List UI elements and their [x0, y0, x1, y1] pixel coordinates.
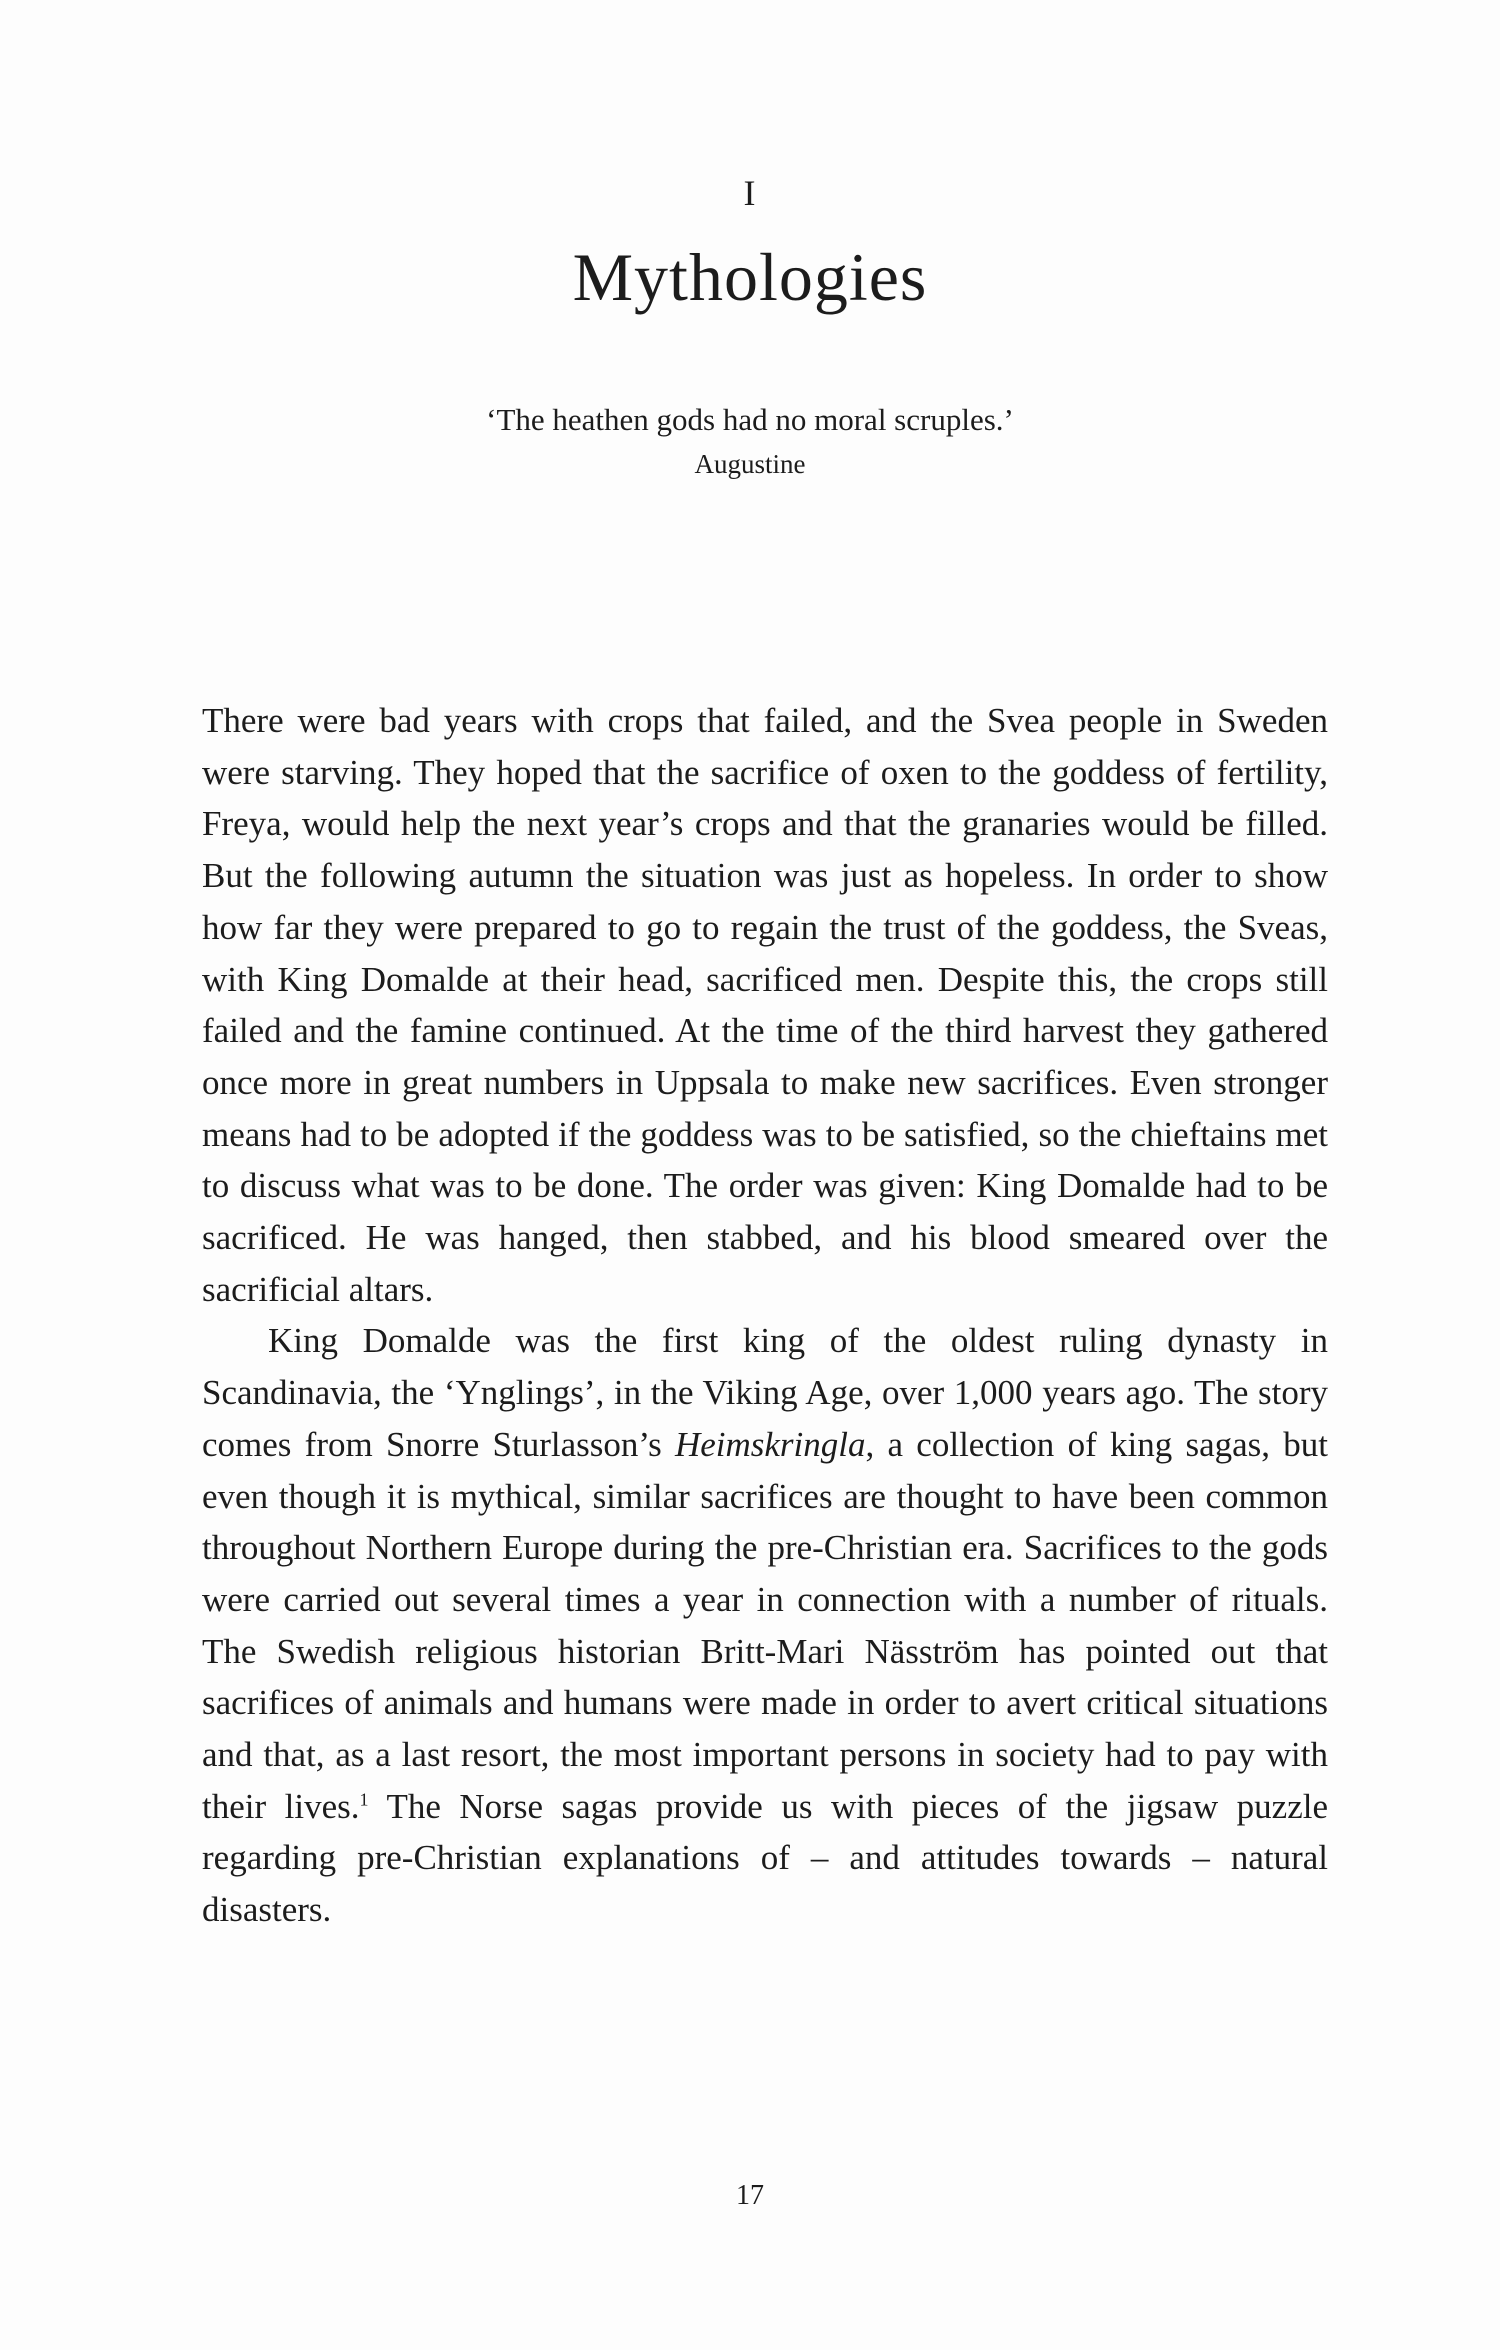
epigraph — [0, 400, 1500, 484]
page-number: 17 — [736, 2180, 764, 2211]
chapter-number: I — [743, 173, 757, 213]
book-title-heimskringla: Heimskringla — [674, 1424, 866, 1464]
paragraph-1: There were bad years with crops that failed, and the Svea people in Sweden were starving. They hoped that the sacrifice of oxen to the goddess of fertility, Freya, would help the next year’s crops and that the granaries would be filled. But the following autumn the situation was just as hopeless. In order to show how far they were prepared to go to regain the trust of the goddess, the Sveas, with King Domalde at their head, sacrificed men. Despite this, the crops still failed and the famine continued. At the time of the third harvest they gathered once more in great numbers in Uppsala to make new sacrifices. Even stronger means had to be adopted if the goddess was to be satisfied, so the chieftains met to discuss what was to be done. The order was given: King Domalde had to be sacrificed. He was hanged, then stabbed, and his blood smeared over the sacrificial altars. — [202, 701, 1328, 1309]
paragraph-2-text-b: , a collection of king sagas, but even though it is mythical, similar sacrifices are thought to have been common throughout Northern Europe during the pre-Christian era. Sacrifices to the gods were carried out several times a year in connection with a number of rituals. The Swedish religious historian Britt-Mari Näsström has pointed out that sacrifices of animals and humans were made in order to avert critical situations and that, as a last resort, the most important persons in society had to pay with their lives. — [202, 1424, 1328, 1826]
footnote-reference[interactable]: 1 — [359, 1789, 369, 1810]
epigraph-author: Augustine — [694, 449, 806, 479]
epigraph-quote: ‘The heathen gods had no moral scruples.’ — [486, 402, 1014, 437]
chapter-title: Mythologies — [572, 239, 928, 315]
paragraph-2-text-c: The Norse sagas provide us with pieces of the jigsaw puzzle regarding pre-Christian explanations of – and attitudes towards – natural disasters. — [202, 1786, 1328, 1930]
paragraph-2-text-a: King Domalde was the first king of the oldest ruling dynasty in Scandinavia, the ‘Ynglings’, in the Viking Age, over 1,000 years ago. The story comes from Snorre Sturlasson’s — [202, 1321, 1328, 1464]
paragraph-2 — [202, 1315, 1328, 1935]
body-text — [202, 695, 1328, 1936]
